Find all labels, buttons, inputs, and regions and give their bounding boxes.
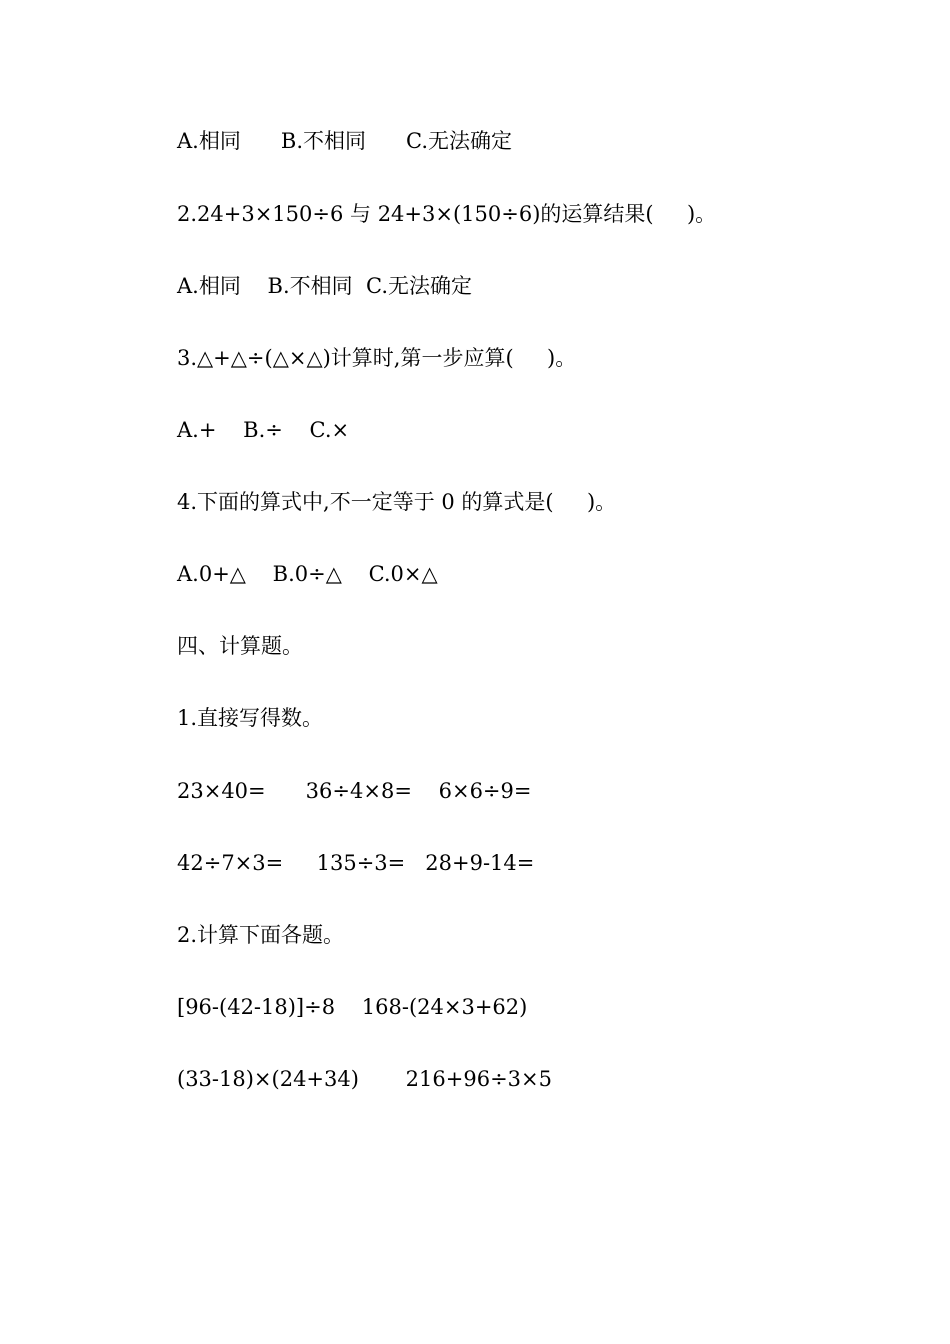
q2-options: A.相同 B.不相同 C.无法确定 (177, 274, 472, 298)
q3-options: A.+ B.÷ C.× (177, 418, 350, 442)
q3-question: 3.△+△÷(△×△)计算时,第一步应算( )。 (177, 346, 577, 370)
section-heading: 四、计算题。 (177, 634, 303, 658)
subsection-2-title: 2.计算下面各题。 (177, 923, 345, 947)
subsection-1-title: 1.直接写得数。 (177, 706, 324, 730)
calculation-row-2: (33-18)×(24+34) 216+96÷3×5 (177, 1067, 552, 1091)
mental-math-row-1: 23×40= 36÷4×8= 6×6÷9= (177, 779, 532, 803)
q2-question: 2.24+3×150÷6 与 24+3×(150÷6)的运算结果( )。 (177, 202, 717, 226)
mental-math-row-2: 42÷7×3= 135÷3= 28+9-14= (177, 851, 535, 875)
calculation-row-1: [96-(42-18)]÷8 168-(24×3+62) (177, 995, 528, 1019)
q1-options: A.相同 B.不相同 C.无法确定 (177, 129, 513, 153)
q4-question: 4.下面的算式中,不一定等于 0 的算式是( )。 (177, 490, 617, 514)
q4-options: A.0+△ B.0÷△ C.0×△ (177, 562, 438, 586)
